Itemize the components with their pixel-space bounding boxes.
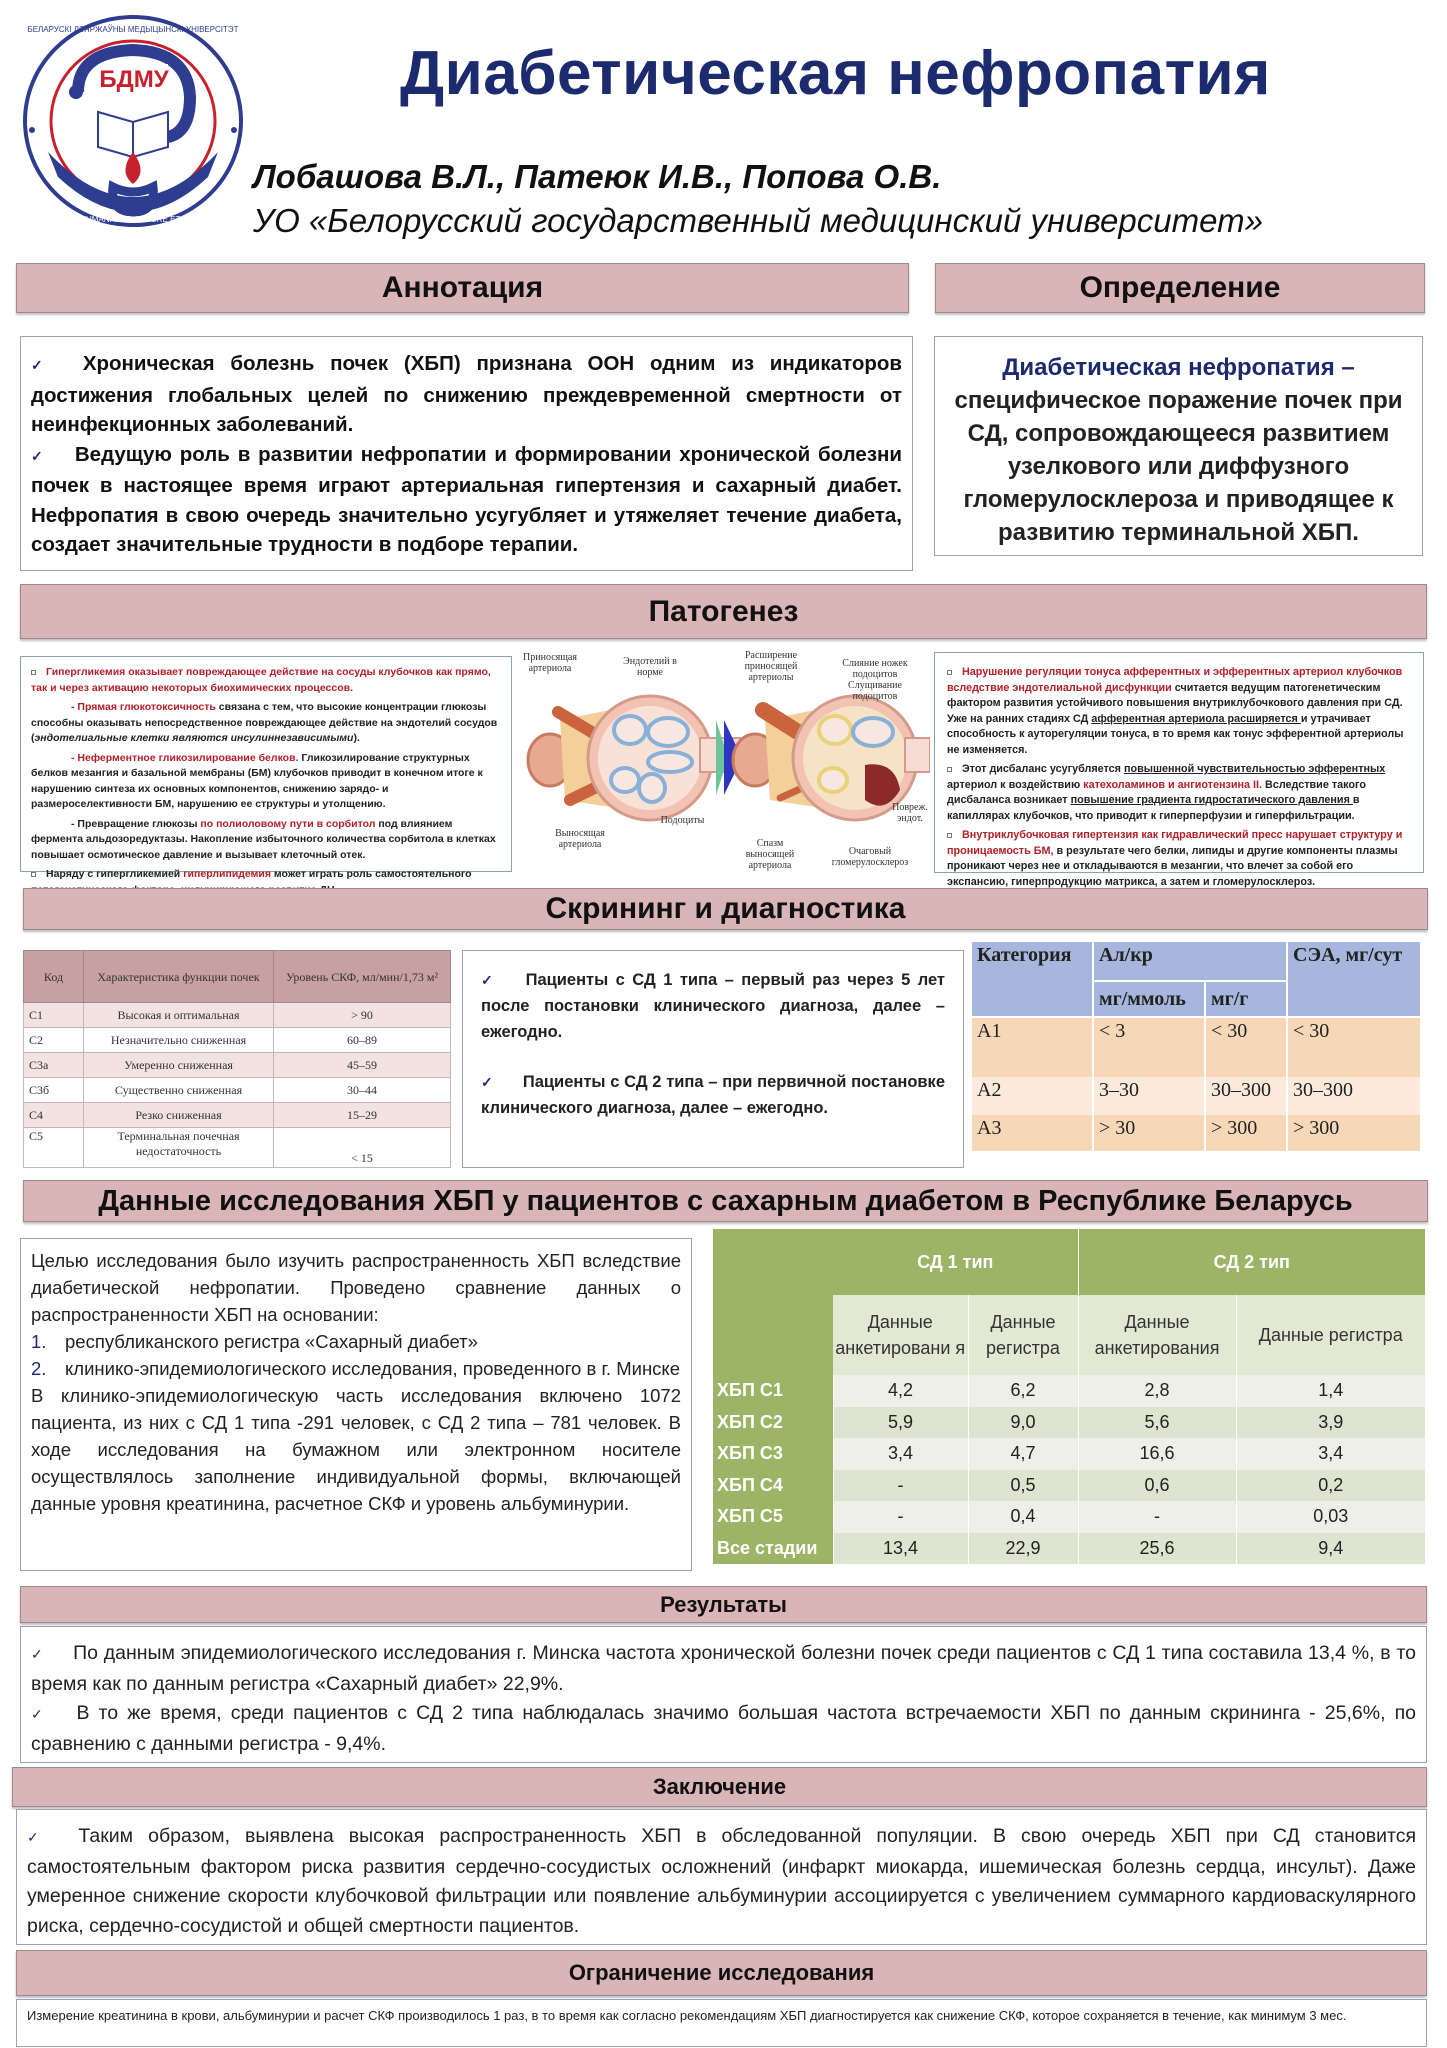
diagram-label: Слияние ножек подоцитов Слущивание подоцитов bbox=[842, 658, 908, 702]
research-outro: В клинико-эпидемиологическую часть исследования включено 1072 пациента, из них с СД 1 типа -291 человек, с СД 2 типа – 781 человек. В ходе исследования на бумажном или электронном носителе осуществлялось заполнение индивидуальной формы, включающей данные уровня креатинина, расчетное СКФ и уровень альбуминурии. bbox=[31, 1385, 681, 1514]
table-row: А2 3–30 30–300 30–300 bbox=[971, 1077, 1421, 1115]
diagram-label: Расширение приносящей артериолы bbox=[744, 650, 798, 683]
square-bullet-icon bbox=[31, 670, 36, 675]
square-bullet-icon bbox=[31, 872, 36, 877]
svg-text:БЕЛАРУСКІ ДЗЯРЖАЎНЫ МЕДЫЦЫНСКІ: БЕЛАРУСКІ ДЗЯРЖАЎНЫ МЕДЫЦЫНСКІ УНІВЕРСІТЭТ bbox=[27, 25, 239, 34]
pathogenesis-point: Нарушение регуляции тонуса афферентных и эфферентных артериол клубочков вследствие эндотелиальной дисфункции считается ведущим патогенетическим фактором развития устойчивого повышения внутриклубочкового давления при СД. Уже на ранних стадиях СД афферентная артериола расширяется и утрачивает способность к ауторегуляции тонуса, в то время как тонус эфферентной артериолы не изменяется. bbox=[947, 666, 1404, 756]
table-subheader: Данные анкетирования bbox=[1078, 1295, 1236, 1375]
section-heading-conclusion: Заключение bbox=[12, 1767, 1427, 1807]
annotation-paragraph: ✓ Хроническая болезнь почек (ХБП) признана ООН одним из индикаторов достижения глобальных целей по снижению преждевременной смертности от неинфекционных заболеваний. bbox=[31, 352, 902, 436]
pathogenesis-point: Этот дисбаланс усугубляется повышенной чувствительностью эфферентных артериол к воздействию катехоламинов и ангиотензина II. Вследствие такого дисбаланса возникает повышение градиента гидростатического давления в капиллярах клубочков, что приводит к гиперперфузии и гиперфильтрации. bbox=[947, 763, 1386, 822]
table-header: Уровень СКФ, мл/мин/1,73 м² bbox=[274, 951, 451, 1003]
table-row: ХБП С5 - 0,4 - 0,03 bbox=[713, 1501, 1426, 1533]
diagram-label: Подоциты bbox=[660, 815, 705, 826]
check-icon: ✓ bbox=[31, 1706, 47, 1722]
diagram-label: Выносящая артериола bbox=[555, 828, 605, 850]
table-row: А1 < 3 < 30 < 30 bbox=[971, 1017, 1421, 1077]
diagram-label: Спазм выносящей артериола bbox=[745, 838, 795, 871]
svg-text:БДМУ: БДМУ bbox=[99, 66, 169, 93]
table-subheader: мг/г bbox=[1205, 981, 1287, 1017]
bdmu-emblem-icon bbox=[18, 12, 248, 230]
screening-item: ✓ Пациенты с СД 1 типа – первый раз через 5 лет после постановки клинического диагноза, далее – ежегодно. bbox=[481, 971, 945, 1041]
table-row: ХБП С4 - 0,5 0,6 0,2 bbox=[713, 1470, 1426, 1502]
pathogenesis-point: - Неферментное гликозилирование белков. Гликозилирование структурных белков мезангия и базальной мембраны (БМ) клубочков приводит в конечном итоге к нарушению синтеза их основных компонентов, снижению зарядо- и размероселективности БМ, нарушению ее структуры и утолщению. bbox=[31, 751, 483, 810]
table-subheader: Данные регистра bbox=[1236, 1295, 1426, 1375]
table-header: СЭА, мг/сут bbox=[1287, 941, 1421, 1017]
table-header: Код bbox=[24, 951, 84, 1003]
section-heading-limitations: Ограничение исследования bbox=[16, 1950, 1427, 1996]
result-item: ✓ По данным эпидемиологического исследования г. Минска частота хронической болезни почек среди пациентов с СД 1 типа составила 13,4 %, в то время как по данным регистра «Сахарный диабет» 22,9%. bbox=[31, 1642, 1417, 1695]
table-row: С3б Существенно сниженная 30–44 bbox=[24, 1078, 451, 1103]
definition-text: специфическое поражение почек при СД, сопровождающееся развитием узелкового или диффузного гломерулосклероза и приводящее к развитию терминальной ХБП. bbox=[954, 387, 1403, 546]
institution: УО «Белорусский государственный медицинский университет» bbox=[253, 202, 1263, 239]
research-description bbox=[20, 1238, 692, 1571]
annotation-paragraph: ✓ Ведущую роль в развитии нефропатии и формировании хронической болезни почек в настоящее время играют артериальная гипертензия и сахарный диабет. Нефропатия в свою очередь значительно усугубляет и утяжеляет течение диабета, создает значительные трудности в подборе терапии. bbox=[31, 442, 902, 556]
result-item: ✓ В то же время, среди пациентов с СД 2 типа наблюдалась значимо большая частота встречаемости ХБП по данным скрининга - 25,6%, по сравнению с данными регистра - 9,4%. bbox=[31, 1702, 1417, 1755]
table-header: Категория bbox=[971, 941, 1093, 1017]
table-row: С2 Незначительно сниженная 60–89 bbox=[24, 1028, 451, 1053]
diagram-label: Эндотелий в норме bbox=[623, 656, 677, 678]
poster-title: Диабетическая нефропатия bbox=[400, 39, 1271, 108]
pathogenesis-point: Внутриклубочковая гипертензия как гидравлический пресс нарушает структуру и проницаемость БМ, в результате чего белки, липиды и другие компоненты плазмы проникают через нее и откладываются в мезангии, что влечет за собой его экспансию, гиперпродукцию матрикса, а затем и гломерулосклероз. bbox=[947, 829, 1403, 888]
check-icon: ✓ bbox=[481, 1074, 493, 1090]
annotation-box bbox=[20, 336, 913, 571]
table-group-header: СД 1 тип bbox=[833, 1229, 1078, 1295]
section-heading-screening: Скрининг и диагностика bbox=[23, 888, 1428, 930]
glomerulus-diagram bbox=[520, 650, 930, 875]
pathogenesis-point: - Прямая глюкотоксичность связана с тем, что высокие концентрации глюкозы способны оказывать непосредственное повреждающее действие на эндотелий сосудов (эндотелиальные клетки являются инсулиннезависимыми). bbox=[31, 701, 498, 744]
table-subheader: Данные анкетировани я bbox=[833, 1295, 968, 1375]
gfr-classification-table bbox=[23, 950, 451, 1168]
table-row: ХБП С1 4,2 6,2 2,8 1,4 bbox=[713, 1375, 1426, 1407]
check-icon: ✓ bbox=[27, 1829, 49, 1845]
research-intro: Целью исследования было изучить распространенность ХБП вследствие диабетической нефропатии. Проведено сравнение данных о распространенности ХБП на основании: bbox=[31, 1250, 681, 1325]
results-box bbox=[20, 1626, 1427, 1763]
section-heading-pathogenesis: Патогенез bbox=[20, 584, 1427, 639]
table-subheader: Данные регистра bbox=[968, 1295, 1078, 1375]
section-heading-annotation: Аннотация bbox=[16, 263, 909, 313]
pathogenesis-point: Гипергликемия оказывает повреждающее действие на сосуды клубочков как прямо, так и через активацию некоторых биохимических процессов. bbox=[31, 666, 491, 694]
definition-term: Диабетическая нефропатия – bbox=[1002, 354, 1355, 381]
check-icon: ✓ bbox=[31, 1646, 44, 1662]
table-header: Ал/кр bbox=[1093, 941, 1287, 981]
table-row: ХБП С3 3,4 4,7 16,6 3,4 bbox=[713, 1438, 1426, 1470]
table-header: Характеристика функции почек bbox=[84, 951, 274, 1003]
table-corner bbox=[713, 1229, 833, 1375]
table-subheader: мг/ммоль bbox=[1093, 981, 1205, 1017]
svg-text:ARTE ET HUMANITATE. LABORE ET: ARTE ET HUMANITATE. LABORE ET SCIENTIA. bbox=[44, 215, 222, 224]
square-bullet-icon bbox=[947, 670, 952, 675]
pathogenesis-point: Наряду с гипергликемией гиперлипидемия может играть роль самостоятельного bbox=[31, 867, 501, 898]
research-sources-list bbox=[31, 1328, 681, 1382]
check-icon: ✓ bbox=[481, 972, 496, 988]
section-heading-results: Результаты bbox=[20, 1586, 1427, 1623]
albuminuria-table bbox=[970, 940, 1422, 1151]
square-bullet-icon bbox=[947, 833, 952, 838]
table-row: А3 > 30 > 300 > 300 bbox=[971, 1115, 1421, 1151]
section-heading-research-data: Данные исследования ХБП у пациентов с сахарным диабетом в Республике Беларусь bbox=[23, 1180, 1428, 1222]
ckd-prevalence-table bbox=[713, 1229, 1426, 1564]
definition-box bbox=[934, 336, 1423, 556]
diagram-label: Приносящая артериола bbox=[523, 652, 577, 674]
check-icon: ✓ bbox=[31, 447, 45, 464]
square-bullet-icon bbox=[947, 767, 952, 772]
pathogenesis-right-text bbox=[934, 652, 1424, 888]
screening-schedule-box bbox=[462, 950, 964, 1168]
university-logo bbox=[18, 12, 248, 230]
list-item: 1. республиканского регистра «Сахарный диабет» bbox=[31, 1331, 478, 1352]
table-row: С1 Высокая и оптимальная > 90 bbox=[24, 1003, 451, 1028]
table-row: ХБП С2 5,9 9,0 5,6 3,9 bbox=[713, 1407, 1426, 1439]
pathogenesis-point: - Превращение глюкозы по полиоловому пути в сорбитол под влиянием фермента альдозоредуктазы. Накопление избыточного количества сорбитола в клетках повышает осмотическое давление и вызывает клеточный отек. bbox=[31, 817, 496, 861]
authors: Лобашова В.Л., Патеюк И.В., Попова О.В. bbox=[253, 158, 942, 195]
conclusion-box bbox=[16, 1809, 1427, 1945]
diagram-label: Повреж. эндот. bbox=[892, 802, 928, 824]
list-item: 2. клинико-эпидемиологического исследования, проведенного в г. Минске bbox=[31, 1358, 681, 1379]
screening-item: ✓ Пациенты с СД 2 типа – при первичной постановке клинического диагноза, далее – ежегодно. bbox=[481, 1073, 945, 1117]
table-group-header: СД 2 тип bbox=[1078, 1229, 1426, 1295]
check-icon: ✓ bbox=[31, 357, 53, 373]
section-heading-definition: Определение bbox=[935, 263, 1425, 313]
table-row: С5 Терминальная почечная недостаточность < 15 bbox=[24, 1128, 451, 1168]
conclusion-text: ✓ Таким образом, выявлена высокая распространенность ХБП в обследованной популяции. В свою очередь ХБП при СД становится самостоятельным фактором риска развития сердечно-сосудистых осложнений (инфаркт миокарда, ишемическая болезнь сердца, инсульт). Даже умеренное снижение скорости клубочковой фильтрации или появление альбуминурии ассоциируется с увеличением суммарного кардиоваскулярного риска, сердечно-сосудистой и общей смертности пациентов. bbox=[27, 1825, 1416, 1937]
diagram-label: Очаговый гломерулосклероз bbox=[831, 846, 909, 868]
table-row: С4 Резко сниженная 15–29 bbox=[24, 1103, 451, 1128]
table-row: С3а Умеренно сниженная 45–59 bbox=[24, 1053, 451, 1078]
pathogenesis-left-text bbox=[20, 656, 512, 880]
normal-glomerulus bbox=[528, 696, 740, 820]
table-row: Все стадии 13,4 22,9 25,6 9,4 bbox=[713, 1533, 1426, 1565]
limitations-box: Измерение креатинина в крови, альбуминурии и расчет СКФ производилось 1 раз, в то время как согласно рекомендациям ХБП диагностируется как снижение СКФ, которое сохраняется в течение, как минимум 3 мес. bbox=[16, 1999, 1427, 2047]
